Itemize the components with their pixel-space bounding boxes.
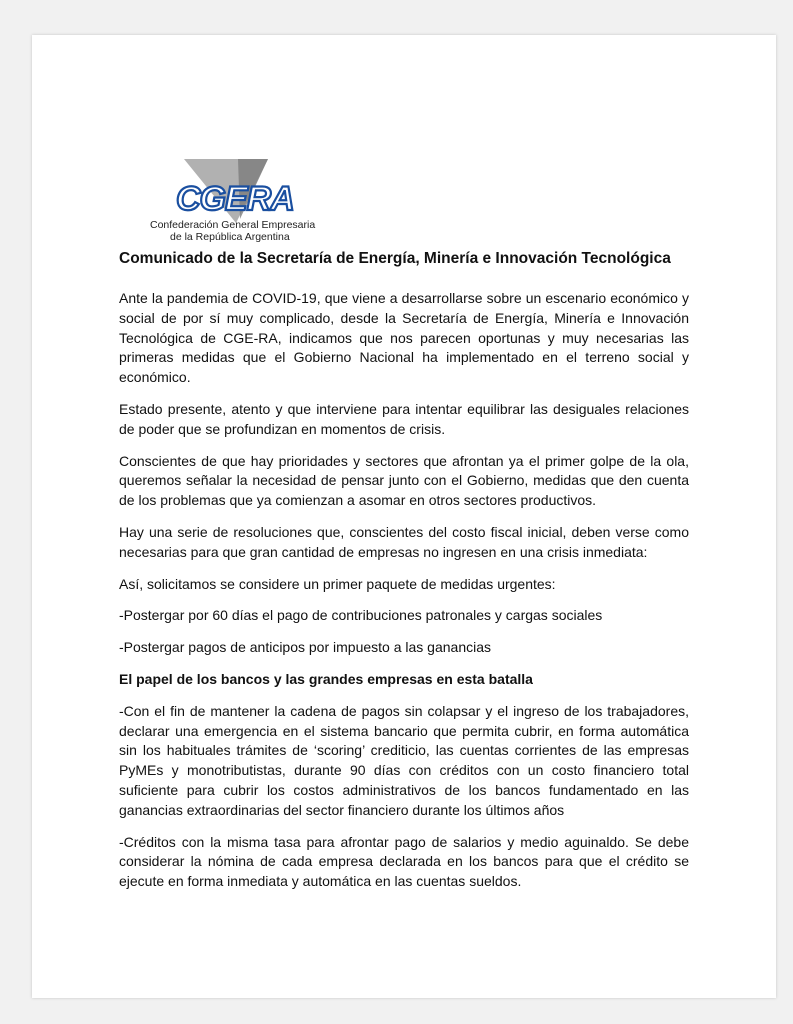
paragraph: Hay una serie de resoluciones que, conscientes del costo fiscal inicial, deben verse como necesarias para que gran cantidad de empresas no ingresen en una crisis inmediata: bbox=[119, 523, 689, 560]
cgera-logo bbox=[118, 123, 318, 253]
svg-text:Confederación General Empresar: Confederación General Empresaria bbox=[150, 219, 316, 231]
paragraph: Así, solicitamos se considere un primer paquete de medidas urgentes: bbox=[119, 575, 556, 592]
paragraph: Estado presente, atento y que interviene para intentar equilibrar las desiguales relaciones de poder que se profundizan en momentos de crisis. bbox=[119, 400, 689, 437]
list-item: -Créditos con la misma tasa para afrontar pago de salarios y medio aguinaldo. Se debe considerar la nómina de cada empresa declarada en los bancos para que el crédito se ejecute en forma inmediata y automática en las cuentas sueldos. bbox=[119, 833, 689, 890]
svg-text:CGERA: CGERA bbox=[176, 180, 294, 218]
paragraph: Ante la pandemia de COVID-19, que viene a desarrollarse sobre un escenario económico y social de por sí muy complicado, desde la Secretaría de Energía, Minería e Innovación Tecnológica de CGE-RA, indicamos que nos parecen oportunas y muy necesarias las primeras medidas que el Gobierno Nacional ha implementado en el terreno social y económico. bbox=[119, 290, 689, 386]
document-page bbox=[32, 35, 776, 998]
svg-text:de la República Argentina: de la República Argentina bbox=[170, 231, 290, 243]
document-title: Comunicado de la Secretaría de Energía, Minería e Innovación Tecnológica bbox=[119, 250, 671, 267]
document-body bbox=[119, 249, 689, 904]
cgera-logo-graphic bbox=[118, 123, 318, 253]
section-heading: El papel de los bancos y las grandes empresas en esta batalla bbox=[119, 670, 533, 687]
list-item: -Postergar por 60 días el pago de contribuciones patronales y cargas sociales bbox=[119, 607, 603, 624]
paragraph: Conscientes de que hay prioridades y sectores que afrontan ya el primer golpe de la ola, queremos señalar la necesidad de pensar junto con el Gobierno, medidas que den cuenta de los problemas que ya comienzan a asomar en otros sectores productivos. bbox=[119, 452, 689, 509]
list-item: -Con el fin de mantener la cadena de pagos sin colapsar y el ingreso de los trabajadores, declarar una emergencia en el sistema bancario que permita cubrir, en forma automática sin los habituales trámites de ‘scoring’ crediticio, las cuentas corrientes de las empresas PyMEs y monotributistas, durante 90 días con créditos con un costo financiero total suficiente para cubrir los costos administrativos de los bancos fundamentado en las ganancias extraordinarias del sector financiero durante los últimos años bbox=[119, 702, 689, 818]
list-item: -Postergar pagos de anticipos por impuesto a las ganancias bbox=[119, 639, 491, 656]
